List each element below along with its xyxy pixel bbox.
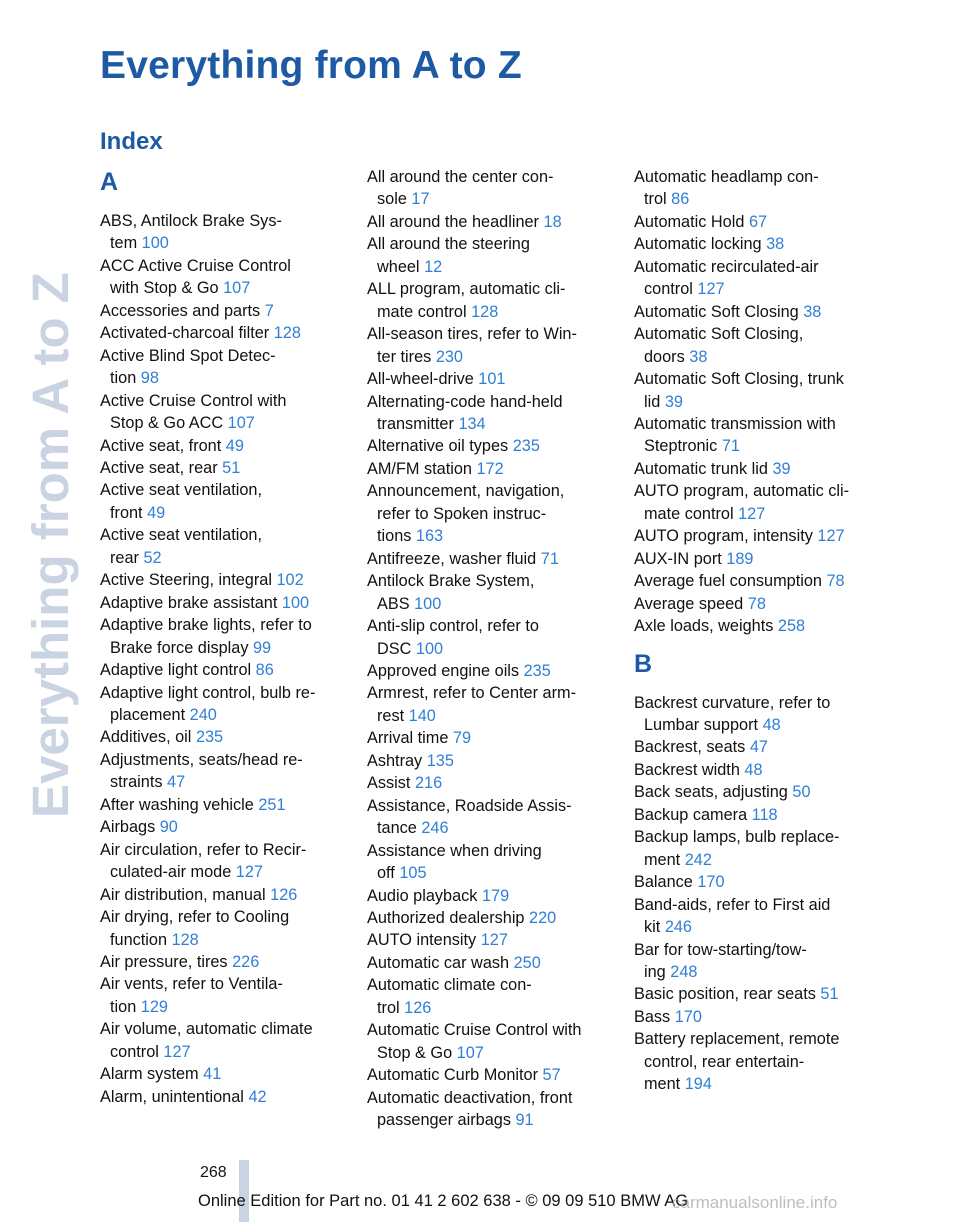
index-page-link[interactable]: 42: [248, 1087, 267, 1106]
index-entry: [100, 1063, 362, 1085]
side-title-vertical: [0, 0, 88, 1222]
index-page-link[interactable]: 41: [203, 1065, 222, 1084]
index-entry-text: Automatic Soft Closing,: [634, 325, 804, 344]
index-entry-text: Backrest curvature, refer to: [634, 693, 831, 712]
index-entry: [367, 1064, 613, 1086]
index-page-link[interactable]: 246: [664, 918, 692, 937]
index-page-link[interactable]: 78: [747, 594, 766, 613]
index-entry: [367, 1019, 613, 1064]
index-page-link[interactable]: 86: [255, 661, 274, 680]
index-entry-text: Stop & Go ACC: [110, 414, 228, 433]
index-column-3: [634, 166, 882, 1096]
side-title-text: Everything from A to Z: [22, 272, 79, 818]
index-entry-text: ACC Active Cruise Control: [100, 256, 291, 275]
index-page-link[interactable]: 170: [674, 1007, 702, 1026]
index-page-link[interactable]: 135: [426, 751, 454, 770]
index-entry-text: Axle loads, weights: [634, 617, 778, 636]
index-page-link[interactable]: 172: [476, 459, 504, 478]
index-page-link[interactable]: 235: [512, 437, 540, 456]
index-entry: [367, 1087, 613, 1132]
index-entry-text: front: [110, 503, 148, 522]
index-entry: [100, 300, 362, 322]
index-page-link[interactable]: 246: [421, 819, 449, 838]
index-entry: [100, 592, 362, 614]
index-entry-text: Backup camera: [634, 805, 752, 824]
index-page-link[interactable]: 163: [415, 527, 444, 546]
index-page-link[interactable]: 91: [515, 1111, 534, 1130]
index-entry: [367, 840, 613, 885]
index-entry: [634, 826, 882, 871]
page-number: 268: [200, 1164, 227, 1181]
index-entry-text: transmitter: [377, 414, 459, 433]
index-page-link[interactable]: 248: [670, 962, 698, 981]
index-entry: [634, 548, 882, 570]
index-entry-text: mate control: [644, 504, 739, 523]
index-entry: [367, 907, 613, 929]
index-entry: [367, 570, 613, 615]
index-entry-text: All around the center con-: [367, 168, 554, 186]
index-entry: [367, 166, 613, 211]
index-entry-text: Automatic climate con-: [367, 976, 532, 995]
index-entry-text: Band-aids, refer to First aid: [634, 895, 831, 914]
index-column-2: [367, 166, 613, 1131]
index-entry-text: Assistance, Roadside Assis-: [367, 796, 572, 815]
index-entry: [100, 614, 362, 659]
index-entry-text: control: [644, 280, 698, 299]
index-entry: [634, 894, 882, 939]
index-entry: [100, 906, 362, 951]
index-page-link[interactable]: 51: [222, 458, 241, 477]
index-entry-text: Armrest, refer to Center arm-: [367, 684, 576, 703]
index-entry: [100, 524, 362, 569]
index-page-link[interactable]: 48: [762, 715, 781, 734]
index-entry-text: Average fuel consumption: [634, 572, 827, 591]
index-entry-text: Adjustments, seats/head re-: [100, 750, 303, 769]
index-entry-text: passenger airbags: [377, 1111, 516, 1130]
index-entry-text: Additives, oil: [100, 728, 196, 747]
index-entry: [367, 727, 613, 749]
index-entry-text: Automatic transmission with: [634, 414, 836, 433]
index-entry: [367, 772, 613, 794]
index-entry: [100, 794, 362, 816]
index-entry: [100, 726, 362, 748]
index-entry-text: Bar for tow-starting/tow-: [634, 940, 807, 959]
index-entry: [100, 435, 362, 457]
index-entry: [367, 952, 613, 974]
index-entry-text: ABS: [377, 594, 415, 613]
index-page-link[interactable]: 102: [276, 571, 304, 590]
index-entry-text: kit: [644, 918, 665, 937]
index-page-link[interactable]: 79: [452, 729, 472, 748]
index-page-link[interactable]: 258: [777, 617, 806, 636]
index-entry-text: Antifreeze, washer fluid: [367, 549, 541, 568]
index-entry-text: Active Blind Spot Detec-: [100, 346, 276, 365]
index-page-link[interactable]: 118: [751, 805, 778, 824]
index-entry-text: Automatic recirculated-air: [634, 257, 819, 276]
index-entry: [634, 593, 882, 615]
index-entry-text: Accessories and parts: [100, 301, 265, 320]
index-entry: [100, 457, 362, 479]
index-page-link[interactable]: 242: [684, 850, 712, 869]
index-page-link[interactable]: 49: [225, 436, 244, 455]
index-entry: [100, 884, 362, 906]
index-entry-text: culated-air mode: [110, 863, 236, 882]
index-entry-text: Adaptive light control: [100, 661, 256, 680]
index-entry-text: DSC: [377, 639, 416, 658]
index-page-link[interactable]: 127: [235, 863, 263, 882]
index-entry-text: Stop & Go: [377, 1043, 457, 1062]
index-entry: [367, 750, 613, 772]
index-entry-text: Backrest width: [634, 760, 745, 779]
index-entry-text: Antilock Brake System,: [367, 572, 535, 591]
index-entry-text: sole: [377, 190, 412, 209]
index-page-link[interactable]: 194: [684, 1075, 712, 1094]
index-page-link[interactable]: 128: [471, 302, 499, 321]
index-column-1: [100, 166, 362, 1108]
index-entry: [634, 615, 882, 637]
index-entry-text: Arrival time: [367, 729, 453, 748]
index-entry: [634, 1006, 882, 1028]
index-entry-text: control: [110, 1042, 164, 1061]
index-entry-text: off: [377, 864, 400, 883]
index-page-link[interactable]: 226: [232, 952, 260, 971]
index-page-link[interactable]: 251: [258, 795, 286, 814]
index-entry-text: Assist: [367, 774, 415, 793]
index-entry-text: ter tires: [377, 347, 436, 366]
index-entry-text: ment: [644, 1075, 685, 1094]
index-page-link[interactable]: 216: [414, 774, 443, 793]
index-entry-text: Air circulation, refer to Recir-: [100, 840, 307, 859]
index-entry-text: All-wheel-drive: [367, 370, 479, 389]
index-entry-text: Audio playback: [367, 886, 482, 905]
section-title: Index: [100, 128, 163, 155]
index-entry: [634, 256, 882, 301]
index-entry-text: Active Cruise Control with: [100, 391, 287, 410]
index-entry-text: Alternative oil types: [367, 437, 513, 456]
edition-footer: Online Edition for Part no. 01 41 2 602 638 - © 09 09 510 BMW AG: [198, 1192, 689, 1210]
index-page-link[interactable]: 47: [167, 773, 186, 792]
index-page-link[interactable]: 170: [697, 873, 725, 892]
index-entry: [634, 458, 882, 480]
index-entry-text: tions: [377, 527, 416, 546]
index-entry-text: Automatic headlamp con-: [634, 168, 819, 186]
index-entry-text: Air vents, refer to Ventila-: [100, 975, 283, 994]
index-entry: [367, 929, 613, 951]
index-page-link[interactable]: 235: [195, 728, 224, 747]
index-entry-text: trol: [377, 998, 405, 1017]
index-entry-text: Alarm system: [100, 1065, 204, 1084]
index-page-link[interactable]: 128: [171, 930, 199, 949]
index-entry: [367, 278, 613, 323]
index-entry-text: ment: [644, 850, 685, 869]
index-entry: [100, 569, 362, 591]
index-page-link[interactable]: 99: [252, 638, 272, 657]
index-letter-heading: A: [100, 168, 119, 196]
index-entry: [367, 974, 613, 1019]
index-entry-text: Alarm, unintentional: [100, 1087, 249, 1106]
index-entry-text: Balance: [634, 873, 698, 892]
index-entry-text: Adaptive brake lights, refer to: [100, 616, 312, 635]
index-entry-text: All around the steering: [367, 235, 530, 254]
index-entry: [367, 548, 613, 570]
index-entry-text: with Stop & Go: [110, 279, 224, 298]
index-entry-text: Air pressure, tires: [100, 952, 233, 971]
index-entry: [100, 479, 362, 524]
index-entry-text: Announcement, navigation,: [367, 482, 565, 501]
index-page-link[interactable]: 39: [664, 392, 683, 411]
index-entry: [100, 749, 362, 794]
index-page-link[interactable]: 129: [140, 997, 168, 1016]
index-page-link[interactable]: 128: [273, 324, 301, 343]
index-page-link[interactable]: 127: [738, 504, 766, 523]
index-entry-text: Active seat ventilation,: [100, 481, 262, 500]
index-entry-text: Automatic Soft Closing, trunk: [634, 370, 844, 389]
index-entry: [100, 839, 362, 884]
index-page-link[interactable]: 235: [523, 661, 551, 680]
index-page-link[interactable]: 127: [480, 931, 508, 950]
index-entry: [634, 1028, 882, 1095]
index-entry-text: Anti-slip control, refer to: [367, 617, 539, 636]
index-entry-text: Lumbar support: [644, 715, 763, 734]
index-page-link[interactable]: 179: [481, 886, 510, 905]
index-page-link[interactable]: 50: [792, 783, 811, 802]
watermark: carmanualsonline.info: [672, 1193, 838, 1212]
index-entry-text: Active seat, rear: [100, 458, 223, 477]
index-entry: [100, 1086, 362, 1108]
index-entry-text: Automatic Hold: [634, 212, 749, 231]
index-entry-text: AUTO intensity: [367, 931, 481, 950]
index-entry: [634, 233, 882, 255]
index-entry: [367, 885, 613, 907]
index-entry-text: Back seats, adjusting: [634, 783, 793, 802]
index-page-link[interactable]: 57: [542, 1066, 561, 1085]
index-entry-text: All around the headliner: [367, 212, 544, 231]
index-entry-text: Approved engine oils: [367, 661, 524, 680]
index-page-link[interactable]: 127: [817, 527, 845, 546]
index-entry: [634, 871, 882, 893]
index-page-link[interactable]: 250: [513, 953, 541, 972]
index-entry-text: Authorized dealership: [367, 908, 530, 927]
index-entry-text: All-season tires, refer to Win-: [367, 325, 577, 344]
index-entry: [634, 759, 882, 781]
index-entry: [367, 458, 613, 480]
index-entry-text: Air volume, automatic climate: [100, 1020, 313, 1039]
index-page-link[interactable]: 48: [744, 760, 763, 779]
index-entry: [367, 435, 613, 457]
index-entry-text: Automatic locking: [634, 235, 767, 254]
index-page-link[interactable]: 126: [404, 998, 432, 1017]
index-page-link[interactable]: 240: [189, 705, 217, 724]
index-page-link[interactable]: 86: [671, 190, 690, 209]
index-page-link[interactable]: 100: [415, 639, 444, 658]
index-entry-text: tion: [110, 997, 141, 1016]
index-entry-text: Battery replacement, remote: [634, 1030, 840, 1049]
index-entry-text: Activated-charcoal filter: [100, 324, 274, 343]
index-entry-text: Adaptive brake assistant: [100, 593, 282, 612]
index-entry: [634, 323, 882, 368]
page-title: Everything from A to Z: [100, 44, 522, 87]
index-entry: [634, 804, 882, 826]
index-entry: [634, 525, 882, 547]
index-entry-text: Automatic car wash: [367, 953, 514, 972]
index-entry-text: ABS, Antilock Brake Sys-: [100, 212, 282, 230]
index-page-link[interactable]: 47: [749, 738, 768, 757]
index-page-link[interactable]: 67: [748, 212, 768, 231]
index-entry: [100, 345, 362, 390]
index-page-link[interactable]: 51: [820, 985, 839, 1004]
index-entry: [634, 692, 882, 737]
index-entry-text: wheel: [377, 257, 425, 276]
index-entry-text: rear: [110, 548, 144, 567]
index-entry-text: mate control: [377, 302, 472, 321]
index-entry-text: tem: [110, 234, 142, 253]
index-entry-text: Ashtray: [367, 751, 427, 770]
index-page-link[interactable]: 18: [543, 212, 562, 231]
index-entry-text: trol: [644, 190, 672, 209]
index-entry: [367, 480, 613, 547]
index-page-link[interactable]: 71: [540, 549, 559, 568]
index-entry-text: placement: [110, 705, 190, 724]
index-entry: [634, 570, 882, 592]
index-entry: [100, 322, 362, 344]
index-page-link[interactable]: 127: [163, 1042, 191, 1061]
index-page-link[interactable]: 107: [223, 279, 251, 298]
index-page-link[interactable]: 126: [270, 885, 298, 904]
index-entry-text: doors: [644, 347, 690, 366]
index-entry-text: Brake force display: [110, 638, 253, 657]
index-entry: [367, 660, 613, 682]
index-page-link[interactable]: 105: [399, 864, 427, 883]
index-page-link[interactable]: 17: [411, 190, 430, 209]
index-entry: [634, 480, 882, 525]
index-entry-text: Backup lamps, bulb replace-: [634, 828, 840, 847]
index-entry: [100, 973, 362, 1018]
index-page-link[interactable]: 52: [143, 548, 162, 567]
index-entry: [100, 210, 362, 255]
index-entry: [634, 211, 882, 233]
index-entry-text: Backrest, seats: [634, 738, 750, 757]
index-entry-text: tance: [377, 819, 422, 838]
index-entry: [634, 413, 882, 458]
index-entry: [100, 1018, 362, 1063]
index-page-link[interactable]: 230: [435, 347, 463, 366]
index-page-link[interactable]: 189: [726, 549, 754, 568]
index-entry-text: ALL program, automatic cli-: [367, 280, 566, 299]
index-page-link[interactable]: 220: [529, 908, 557, 927]
index-page-link[interactable]: 38: [803, 302, 822, 321]
index-entry-text: Active Steering, integral: [100, 571, 277, 590]
index-page-link[interactable]: 100: [141, 234, 169, 253]
index-entry: [634, 939, 882, 984]
index-entry-text: rest: [377, 706, 409, 725]
index-entry-text: Average speed: [634, 594, 748, 613]
index-page-link[interactable]: 107: [456, 1043, 484, 1062]
index-entry-text: Basic position, rear seats: [634, 985, 821, 1004]
index-page-link[interactable]: 98: [140, 369, 159, 388]
index-page-link[interactable]: 100: [414, 594, 442, 613]
index-entry: [367, 391, 613, 436]
index-entry-text: lid: [644, 392, 665, 411]
index-entry-text: AUTO program, intensity: [634, 527, 818, 546]
index-entry-text: Air drying, refer to Cooling: [100, 908, 290, 927]
index-entry: [367, 682, 613, 727]
index-entry-text: Automatic trunk lid: [634, 459, 773, 478]
index-entry-text: Active seat, front: [100, 436, 226, 455]
index-entry-text: AM/FM station: [367, 459, 477, 478]
index-page-link[interactable]: 7: [264, 301, 274, 320]
index-entry-text: ing: [644, 962, 671, 981]
index-entry-text: Adaptive light control, bulb re-: [100, 683, 316, 702]
index-entry-text: Bass: [634, 1007, 675, 1026]
index-page-link[interactable]: 90: [159, 818, 178, 837]
index-entry: [634, 736, 882, 758]
index-entry-text: straints: [110, 773, 168, 792]
index-entry-text: function: [110, 930, 172, 949]
index-entry: [100, 659, 362, 681]
index-page-link[interactable]: 12: [424, 257, 443, 276]
index-entry-text: Assistance when driving: [367, 841, 542, 860]
index-entry-text: After washing vehicle: [100, 795, 259, 814]
index-entry-text: AUTO program, automatic cli-: [634, 482, 850, 501]
index-page-link[interactable]: 100: [281, 593, 310, 612]
index-entry-text: refer to Spoken instruc-: [377, 504, 547, 523]
index-entry-text: Air distribution, manual: [100, 885, 271, 904]
index-entry-text: Alternating-code hand-held: [367, 392, 563, 411]
index-page-link[interactable]: 39: [772, 459, 791, 478]
index-page-link[interactable]: 38: [766, 235, 785, 254]
index-entry: [367, 233, 613, 278]
index-page-link[interactable]: 140: [408, 706, 436, 725]
index-entry-text: Automatic Soft Closing: [634, 302, 804, 321]
index-entry-text: AUX-IN port: [634, 549, 727, 568]
index-entry: [367, 368, 613, 390]
index-entry-text: control, rear entertain-: [644, 1052, 805, 1071]
index-entry: [634, 166, 882, 211]
index-page-link[interactable]: 134: [458, 414, 486, 433]
index-entry: [100, 390, 362, 435]
index-entry: [100, 816, 362, 838]
index-entry-text: Automatic deactivation, front: [367, 1088, 573, 1107]
index-entry: [367, 323, 613, 368]
index-entry: [367, 211, 613, 233]
index-page-link[interactable]: 71: [721, 437, 740, 456]
index-entry: [634, 368, 882, 413]
index-page-link[interactable]: 49: [147, 503, 166, 522]
index-entry: [367, 795, 613, 840]
index-entry-text: Active seat ventilation,: [100, 526, 262, 545]
index-entry-text: Automatic Curb Monitor: [367, 1066, 543, 1085]
index-entry: [634, 781, 882, 803]
index-entry-text: Automatic Cruise Control with: [367, 1021, 582, 1040]
index-entry: [634, 301, 882, 323]
index-entry: [100, 682, 362, 727]
index-entry: [367, 615, 613, 660]
index-entry: [634, 983, 882, 1005]
index-entry: [100, 255, 362, 300]
index-entry-text: tion: [110, 369, 141, 388]
index-entry-text: Airbags: [100, 818, 160, 837]
index-letter-heading: B: [634, 649, 653, 678]
index-page-link[interactable]: 38: [689, 347, 708, 366]
index-entry: [100, 951, 362, 973]
index-page-link[interactable]: 107: [227, 414, 255, 433]
index-page-link[interactable]: 127: [697, 280, 725, 299]
index-page-link[interactable]: 78: [826, 572, 845, 591]
index-page-link[interactable]: 101: [478, 370, 506, 389]
index-entry-text: Steptronic: [644, 437, 722, 456]
